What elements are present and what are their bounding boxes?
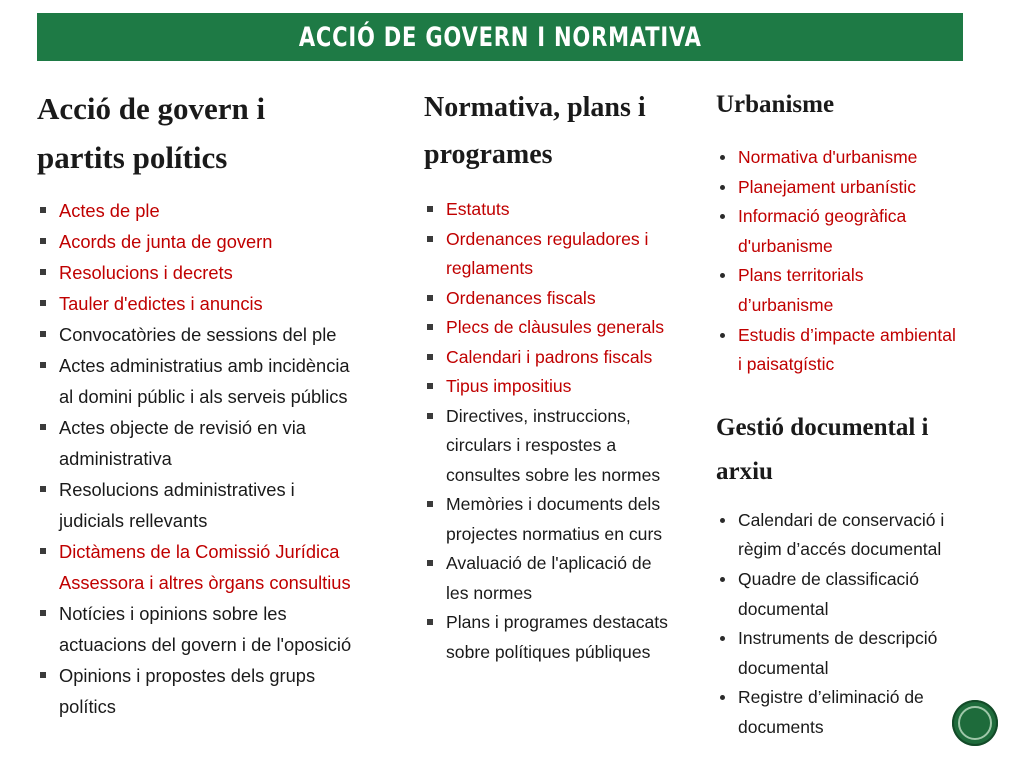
- list-item-text: Calendari i padrons fiscals: [446, 346, 653, 367]
- list-urbanisme: [716, 143, 1006, 380]
- list-item: [716, 565, 1006, 624]
- list-item-text: Estatuts: [446, 199, 510, 219]
- emblem-seal-icon: [952, 700, 998, 746]
- list-item-text: Informació geogràfica: [738, 206, 907, 227]
- list-item: [424, 549, 704, 608]
- column-normativa: [424, 84, 704, 667]
- list-item-text: d’urbanisme: [738, 294, 834, 315]
- list-item-text: documental: [738, 598, 829, 619]
- list-item-link[interactable]: [424, 372, 704, 402]
- list-item-link[interactable]: [716, 143, 1006, 173]
- list-item: [37, 412, 407, 474]
- heading-gestio-documental: [716, 406, 1006, 494]
- list-item-text: consultes sobre les normes: [446, 464, 661, 485]
- list-item-text: Tipus impositius: [446, 376, 572, 396]
- list-item-text: Plans territorials: [738, 265, 864, 286]
- list-item-text: projectes normatius en curs: [446, 523, 663, 544]
- list-item-text: les normes: [446, 582, 533, 603]
- list-item-text: i paisatgístic: [738, 354, 835, 375]
- heading-line-2: arxiu: [716, 457, 773, 485]
- list-item-text: Actes administratius amb incidència: [59, 355, 350, 376]
- list-item-text: actuacions del govern i de l'oposició: [59, 634, 352, 655]
- list-item-link[interactable]: [716, 321, 1006, 380]
- list-item-link[interactable]: [37, 226, 407, 257]
- list-item-text: Convocatòries de sessions del ple: [59, 324, 337, 345]
- list-item-text: documental: [738, 657, 829, 678]
- list-item-text: Resolucions i decrets: [59, 262, 233, 283]
- list-item-text: Calendari de conservació i: [738, 509, 945, 530]
- list-item-text: Assessora i altres òrgans consultius: [59, 572, 351, 593]
- list-item-text: documents: [738, 716, 824, 737]
- heading-line-1: Gestió documental i: [716, 413, 929, 441]
- list-item: [424, 608, 704, 667]
- heading-line-1: Acció de govern i: [37, 91, 266, 126]
- list-item-text: Tauler d'edictes i anuncis: [59, 293, 263, 314]
- list-item-text: Dictàmens de la Comissió Jurídica: [59, 541, 340, 562]
- list-item: [37, 350, 407, 412]
- heading-line-2: programes: [424, 139, 553, 170]
- list-item: [424, 402, 704, 491]
- list-item-link[interactable]: [716, 202, 1006, 261]
- list-item-text: judicials rellevants: [59, 510, 208, 531]
- list-item-link[interactable]: [424, 195, 704, 225]
- list-normativa: [424, 195, 704, 667]
- list-item-link[interactable]: [37, 257, 407, 288]
- list-item-text: Registre d’eliminació de: [738, 687, 924, 708]
- page-title: ACCIÓ DE GOVERN I NORMATIVA: [298, 21, 702, 53]
- list-item: [37, 660, 407, 722]
- list-item-link[interactable]: [37, 195, 407, 226]
- heading-accio-de-govern: [37, 84, 407, 182]
- list-item-text: Opinions i propostes dels grups: [59, 665, 316, 686]
- list-item-link[interactable]: [424, 225, 704, 284]
- list-item-text: Actes de ple: [59, 200, 160, 221]
- title-bar: [37, 13, 963, 61]
- heading-urbanisme: Urbanisme: [716, 91, 835, 118]
- list-item-link[interactable]: [424, 343, 704, 373]
- list-item: [716, 624, 1006, 683]
- list-item-text: Instruments de descripció: [738, 628, 938, 649]
- list-item: [424, 490, 704, 549]
- list-item-text: Ordenances reguladores i: [446, 228, 649, 249]
- list-item-text: al domini públic i als serveis públics: [59, 386, 348, 407]
- list-item-text: Directives, instruccions,: [446, 405, 631, 426]
- list-item-text: Resolucions administratives i: [59, 479, 295, 500]
- list-accio-de-govern: [37, 195, 407, 722]
- list-item-link[interactable]: [37, 536, 407, 598]
- list-item-text: Ordenances fiscals: [446, 287, 596, 308]
- list-item: [716, 506, 1006, 565]
- list-item-text: Quadre de classificació: [738, 568, 919, 589]
- list-item: [37, 598, 407, 660]
- list-item-text: Acords de junta de govern: [59, 231, 273, 252]
- list-item-text: Avaluació de l'aplicació de: [446, 553, 652, 573]
- list-item: [37, 474, 407, 536]
- list-item-link[interactable]: [716, 261, 1006, 320]
- heading-line-1: Normativa, plans i: [424, 92, 646, 123]
- list-item-link[interactable]: [716, 173, 1006, 203]
- heading-normativa: [424, 84, 704, 178]
- column-acció-de-govern: [37, 84, 407, 722]
- list-item-link[interactable]: [424, 284, 704, 314]
- list-item-link[interactable]: [37, 288, 407, 319]
- list-item-text: règim d’accés documental: [738, 539, 942, 560]
- list-item-text: Notícies i opinions sobre les: [59, 603, 287, 624]
- list-item-text: sobre polítiques públiques: [446, 641, 651, 662]
- heading-line-2: partits polítics: [37, 140, 228, 175]
- list-item-text: polítics: [59, 696, 116, 717]
- list-item-text: Planejament urbanístic: [738, 176, 917, 197]
- list-item-text: administrativa: [59, 448, 172, 469]
- list-item-text: circulars i respostes a: [446, 435, 617, 455]
- list-item-text: reglaments: [446, 258, 534, 278]
- list-item-text: Memòries i documents dels: [446, 494, 661, 514]
- list-item-text: Plecs de clàusules generals: [446, 317, 665, 337]
- list-item-text: Actes objecte de revisió en via: [59, 417, 306, 438]
- list-item-text: Estudis d’impacte ambiental: [738, 324, 956, 345]
- list-item-text: Plans i programes destacats: [446, 612, 668, 632]
- column-urbanisme: [716, 88, 1006, 743]
- list-item-link[interactable]: [424, 313, 704, 343]
- list-item: [37, 319, 407, 350]
- list-item-text: d'urbanisme: [738, 235, 833, 256]
- list-item-text: Normativa d'urbanisme: [738, 147, 918, 167]
